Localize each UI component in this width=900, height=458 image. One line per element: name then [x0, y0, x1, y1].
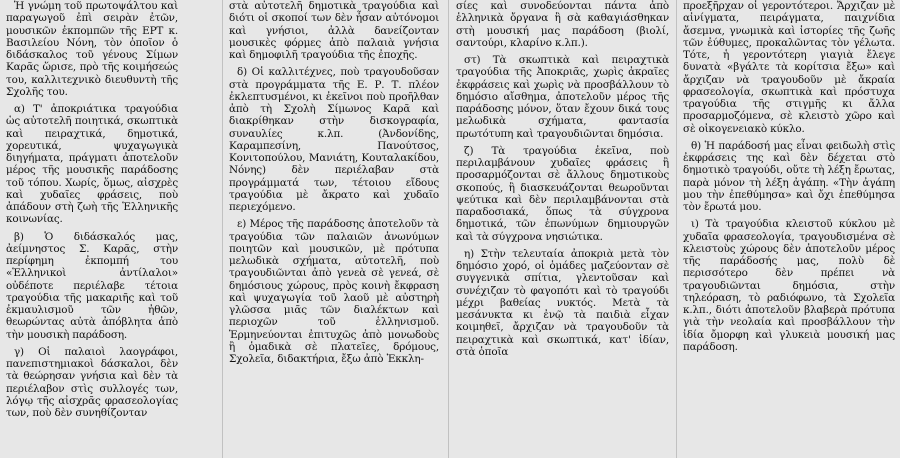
- paragraph-e-continued: σίες καὶ συνοδεύονται πάντα ἀπὸ ἑλληνικὰ ὄργανα ἢ σὰ καθαγιάσθηκαν στὴ μουσική μας παράδοση (βιολί, σαντούρι, κλαρίνο κ.λπ.).: [456, 0, 669, 49]
- text-column-4: [683, 0, 895, 458]
- paragraph-z: ζ) Τὰ τραγούδια ἐκεῖνα, ποὺ περιλαμβάνουν χυδαῖες φράσεις ἢ προσαρμόζονται σὲ ἄλλους δημοτικοὺς σκοπούς, ἢ διασκευάζονται θεωροῦνται ψεύτικα καὶ δὲν περιλαμβάνονται στὰ παραδοσιακά, ὅπως τὰ σύγχρονα δημοτικά, τῶν ἐπωνύμων δημιουργῶν καὶ τὰ σύγχρονα νησιώτικα.: [456, 144, 669, 243]
- text-column-1: [6, 0, 178, 458]
- text-column-3: [456, 0, 669, 458]
- paragraph-i: ι) Τὰ τραγούδια κλειστοῦ κύκλου μὲ χυδαῖα φρασεολογία, τραγουδισμένα σὲ κλειστοὺς χώρους δὲν ἀποτελοῦν μέρος τῆς παράδοσής μας, πολὺ δὲ περισσότερο δὲν πρέπει νὰ τραγουδιῶνται δημόσια, στὴν τηλεόραση, τὸ ραδιόφωνο, τὰ Σχολεῖα κ.λπ., διότι ἀποτελοῦν βλαβερὰ πρότυπα γιὰ τὴν νεολαία καὶ προσβάλλουν τὴν ἰδία ὄμορφη καὶ γλυκειὰ μουσική μας παράδοση.: [683, 218, 895, 353]
- paragraph-h: η) Στὴν τελευταία ἀποκριὰ μετὰ τὸν δημόσιο χορό, οἱ ὁμάδες μαζεύονταν σὲ συγγενικὰ σπίτια, γλεντοῦσαν καὶ συνέχιζαν τὸ φαγοπότι καὶ τὸ τραγούδι μέχρι βαθείας νυκτός. Μετὰ τὰ μεσάνυκτα κι ἐνῷ τὰ παιδιὰ εἶχαν κοιμηθεῖ, ἄρχιζαν νὰ τραγουδοῦν τὰ πειραχτικὰ καὶ σκωπτικά, κατ' ἰδίαν, στὰ ὁποῖα: [456, 247, 669, 358]
- column-divider: [222, 0, 223, 458]
- paragraph-a: α) Τ' ἀποκριάτικα τραγούδια ὡς αὐτοτελῆ ποιητικά, σκωπτικὰ καὶ πειραχτικά, δημοτικά, χορευτικά, ψυχαγωγικὰ διηγήματα, πράγματι ἀποτελοῦν μέρος τῆς μουσικῆς παράδοσης τοῦ τόπου. Χωρίς, ὅμως, αἰσχρὲς καὶ χυδαῖες φράσεις, ποὺ ἀπάδουν στὴ ζωὴ τῆς Ἑλληνικῆς κοινωνίας.: [6, 103, 178, 226]
- paragraph-g: γ) Οἱ παλαιοὶ λαογράφοι, πανεπιστημιακοὶ δάσκαλοι, δὲν τὰ θεώρησαν γνήσια καὶ δὲν τὰ περιέλαβον στὶς συλλογές των, λόγῳ τῆς αἰσχρᾶς φρασεολογίας των, ποὺ δὲν συνηθίζονταν: [6, 345, 178, 419]
- paragraph-th: θ) Ἡ παράδοσή μας εἶναι φειδωλὴ στὶς ἐκφράσεις της καὶ δὲν δέχεται στὸ δημοτικὸ τραγούδι, οὔτε τὴ λέξη ἔρωτας, παρὰ μόνον τὴ λέξη ἀγάπη. «Τὴν ἀγάπη μου τὴν ἐπεθύμησα» καὶ ὄχι ἐπεθύμησα τὸν ἔρωτά μου.: [683, 139, 895, 213]
- text-column-2: [229, 0, 439, 458]
- paragraph-d: δ) Οἱ καλλιτέχνες, ποὺ τραγουδοῦσαν στὰ προγράμματα τῆς Ε. Ρ. Τ. πλέον ἐκλεπτυσμένοι, κι ἐκεῖνοι ποὺ προῆλθαν ἀπὸ τὴ Σχολὴ Σίμωνος Καρᾶ καὶ διακρίθηκαν στὴν δισκογραφία, συναυλίες κ.λπ. (Ἀνδονίδης, Καραμπεσίνη, Πανούτσος, Κονιτοπούλου, Μανιάτη, Κουταλακίδου, Νόνης) δὲν περιέλαβαν στὰ προγράμματά των, τέτοιου εἴδους τραγούδια μὲ ἄκρατο καὶ χυδαῖο περιεχόμενο.: [229, 66, 439, 213]
- paragraph-g-continued: στὰ αὐτοτελῆ δημοτικὰ τραγούδια καὶ διότι οἱ σκοποί των δὲν ἦσαν αὐτόνομοι καὶ γνήσιοι, ἀλλὰ δανείζονταν μουσικὲς φόρμες ἀπὸ παλαιὰ γνήσια καὶ δημοφιλῆ τραγούδια τῆς ἐποχῆς.: [229, 0, 439, 61]
- intro-paragraph: Ἡ γνώμη τοῦ πρωτοψάλτου καὶ παραγωγοῦ ἐπὶ σειρὰν ἐτῶν, μουσικῶν ἐκπομπῶν τῆς ΕΡΤ κ. Βασιλείου Νόνη, τὸν ὁποῖον ὁ διδάσκαλος τοῦ γένους Σίμων Καρᾶς ὥρισε, πρὸ τῆς κοιμήσεώς του, καλλιτεχνικὸ διευθυντὴ τῆς Σχολῆς του.: [6, 0, 178, 98]
- paragraph-h-continued: προεξῆρχαν οἱ γεροντότεροι. Ἄρχιζαν μὲ αἰνίγματα, πειράγματα, παιχνίδια ἄσεμνα, γνωμικὰ καὶ ἱστορίες τῆς ζωῆς τῶν ἐύθυμες, προκαλῶντας τὸν γέλωτα. Τότε, ἡ γεροντότερη γιαγιὰ ἔλεγε δυνατὰ «βγάλτε τὰ κορίτσια ἔξω» καὶ ἄρχιζαν νὰ τραγουδοῦν μὲ ἄκραία φρασεολογία, σκωπτικὰ καὶ πρόστυχα τραγούδια τῆς στιγμῆς κι ἄλλα προσαρμοζόμενα, σὲ κλειστὸ χῶρο καὶ σὲ οἰκογενειακὸ κύκλο.: [683, 0, 895, 135]
- column-divider: [448, 0, 449, 458]
- column-divider: [676, 0, 677, 458]
- paragraph-b: β) Ὁ διδάσκαλός μας, ἀείμνηστος Σ. Καρᾶς, στὴν περίφημη ἐκπομπή του «Ἑλληνικοὶ ἀντίλαλοι» οὐδέποτε περιέλαβε τέτοια τραγούδια τῆς μακαριῆς καὶ τοῦ ἐκμαυλισμοῦ τῶν ἠθῶν, θεωρώντας αὐτὰ ἀπόβλητα ἀπὸ τὴν μουσικὴ παράδοση.: [6, 230, 178, 341]
- paragraph-st: στ) Τὰ σκωπτικὰ καὶ πειραχτικὰ τραγούδια τῆς Ἀποκριᾶς, χωρὶς ἀκραῖες ἐκφράσεις καὶ χωρὶς νὰ προσβάλλουν τὸ δημόσιο αἴσθημα, ἀποτελοῦν μέρος τῆς παράδοσης μόνον, ὅταν ἔχουν δικά τους μελωδικὰ σχήματα, φαντασία πρωτότυπη καὶ τραγουδιῶνται δημόσια.: [456, 54, 669, 140]
- paragraph-e: ε) Μέρος τῆς παράδοσης ἀποτελοῦν τὰ τραγούδια τῶν παλαιῶν ἀνωνύμων ποιητῶν καὶ μουσικῶν, μὲ πρότυπα μελωδικὰ σχήματα, αὐτοτελῆ, ποὺ τραγουδιῶνται ἀπὸ γενεὰ σὲ γενεά, σὲ δημόσιους χώρους, πρὸς κοινὴ ἔκφραση καὶ ψυχαγωγία τοῦ λαοῦ μὲ αὐστηρὴ γλῶσσα μιᾶς τῶν διαλέκτων καὶ περιοχῶν τοῦ ἑλληνισμοῦ. Ἑρμηνεύονται ἐπιτυχῶς ἀπὸ μονωδοὺς ἢ ὁμαδικὰ σὲ πλατεῖες, δρόμους, Σχολεῖα, διδακτήρια, ἔξω ἀπὸ Ἐκκλη-: [229, 218, 439, 365]
